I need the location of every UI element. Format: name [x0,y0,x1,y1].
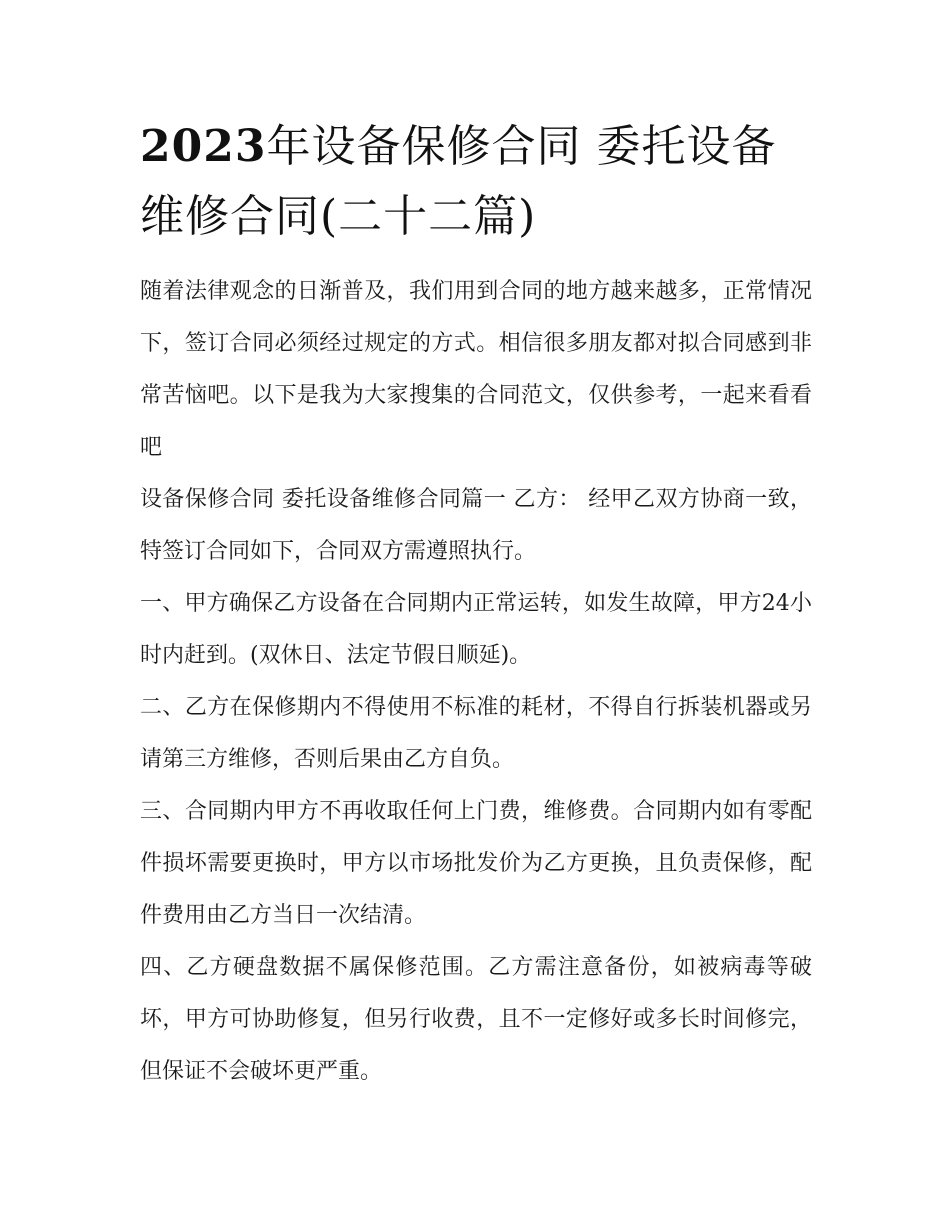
clause-1: 一、甲方确保乙方设备在合同期内正常运转，如发生故障，甲方24小时内赶到。(双休日、法定节假日顺延)。 [140,591,812,668]
clause-4: 四、乙方硬盘数据不属保修范围。乙方需注意备份，如被病毒等破坏，甲方可协助修复，但另行收费，且不一定修好或多长时间修完，但保证不会破坏更严重。 [140,955,812,1084]
title-year: 2023 [140,121,267,172]
clause-2: 二、乙方在保修期内不得使用不标准的耗材，不得自行拆装机器或另请第三方维修，否则后果由乙方自负。 [140,695,812,772]
contract-heading-paragraph: 设备保修合同 委托设备维修合同篇一 乙方： 经甲乙双方协商一致，特签订合同如下，合同双方需遵照执行。 [140,487,812,564]
intro-paragraph: 随着法律观念的日渐普及，我们用到合同的地方越来越多，正常情况下，签订合同必须经过规定的方式。相信很多朋友都对拟合同感到非常苦恼吧。以下是我为大家搜集的合同范文，仅供参考，一起来看看吧 [140,279,812,460]
clause-3: 三、合同期内甲方不再收取任何上门费，维修费。合同期内如有零配件损坏需要更换时，甲方以市场批发价为乙方更换，且负责保修，配件费用由乙方当日一次结清。 [140,799,812,928]
document-title [140,112,812,252]
title-text: 年设备保修合同 委托设备维修合同(二十二篇) [140,121,777,242]
document-page [140,112,812,1098]
